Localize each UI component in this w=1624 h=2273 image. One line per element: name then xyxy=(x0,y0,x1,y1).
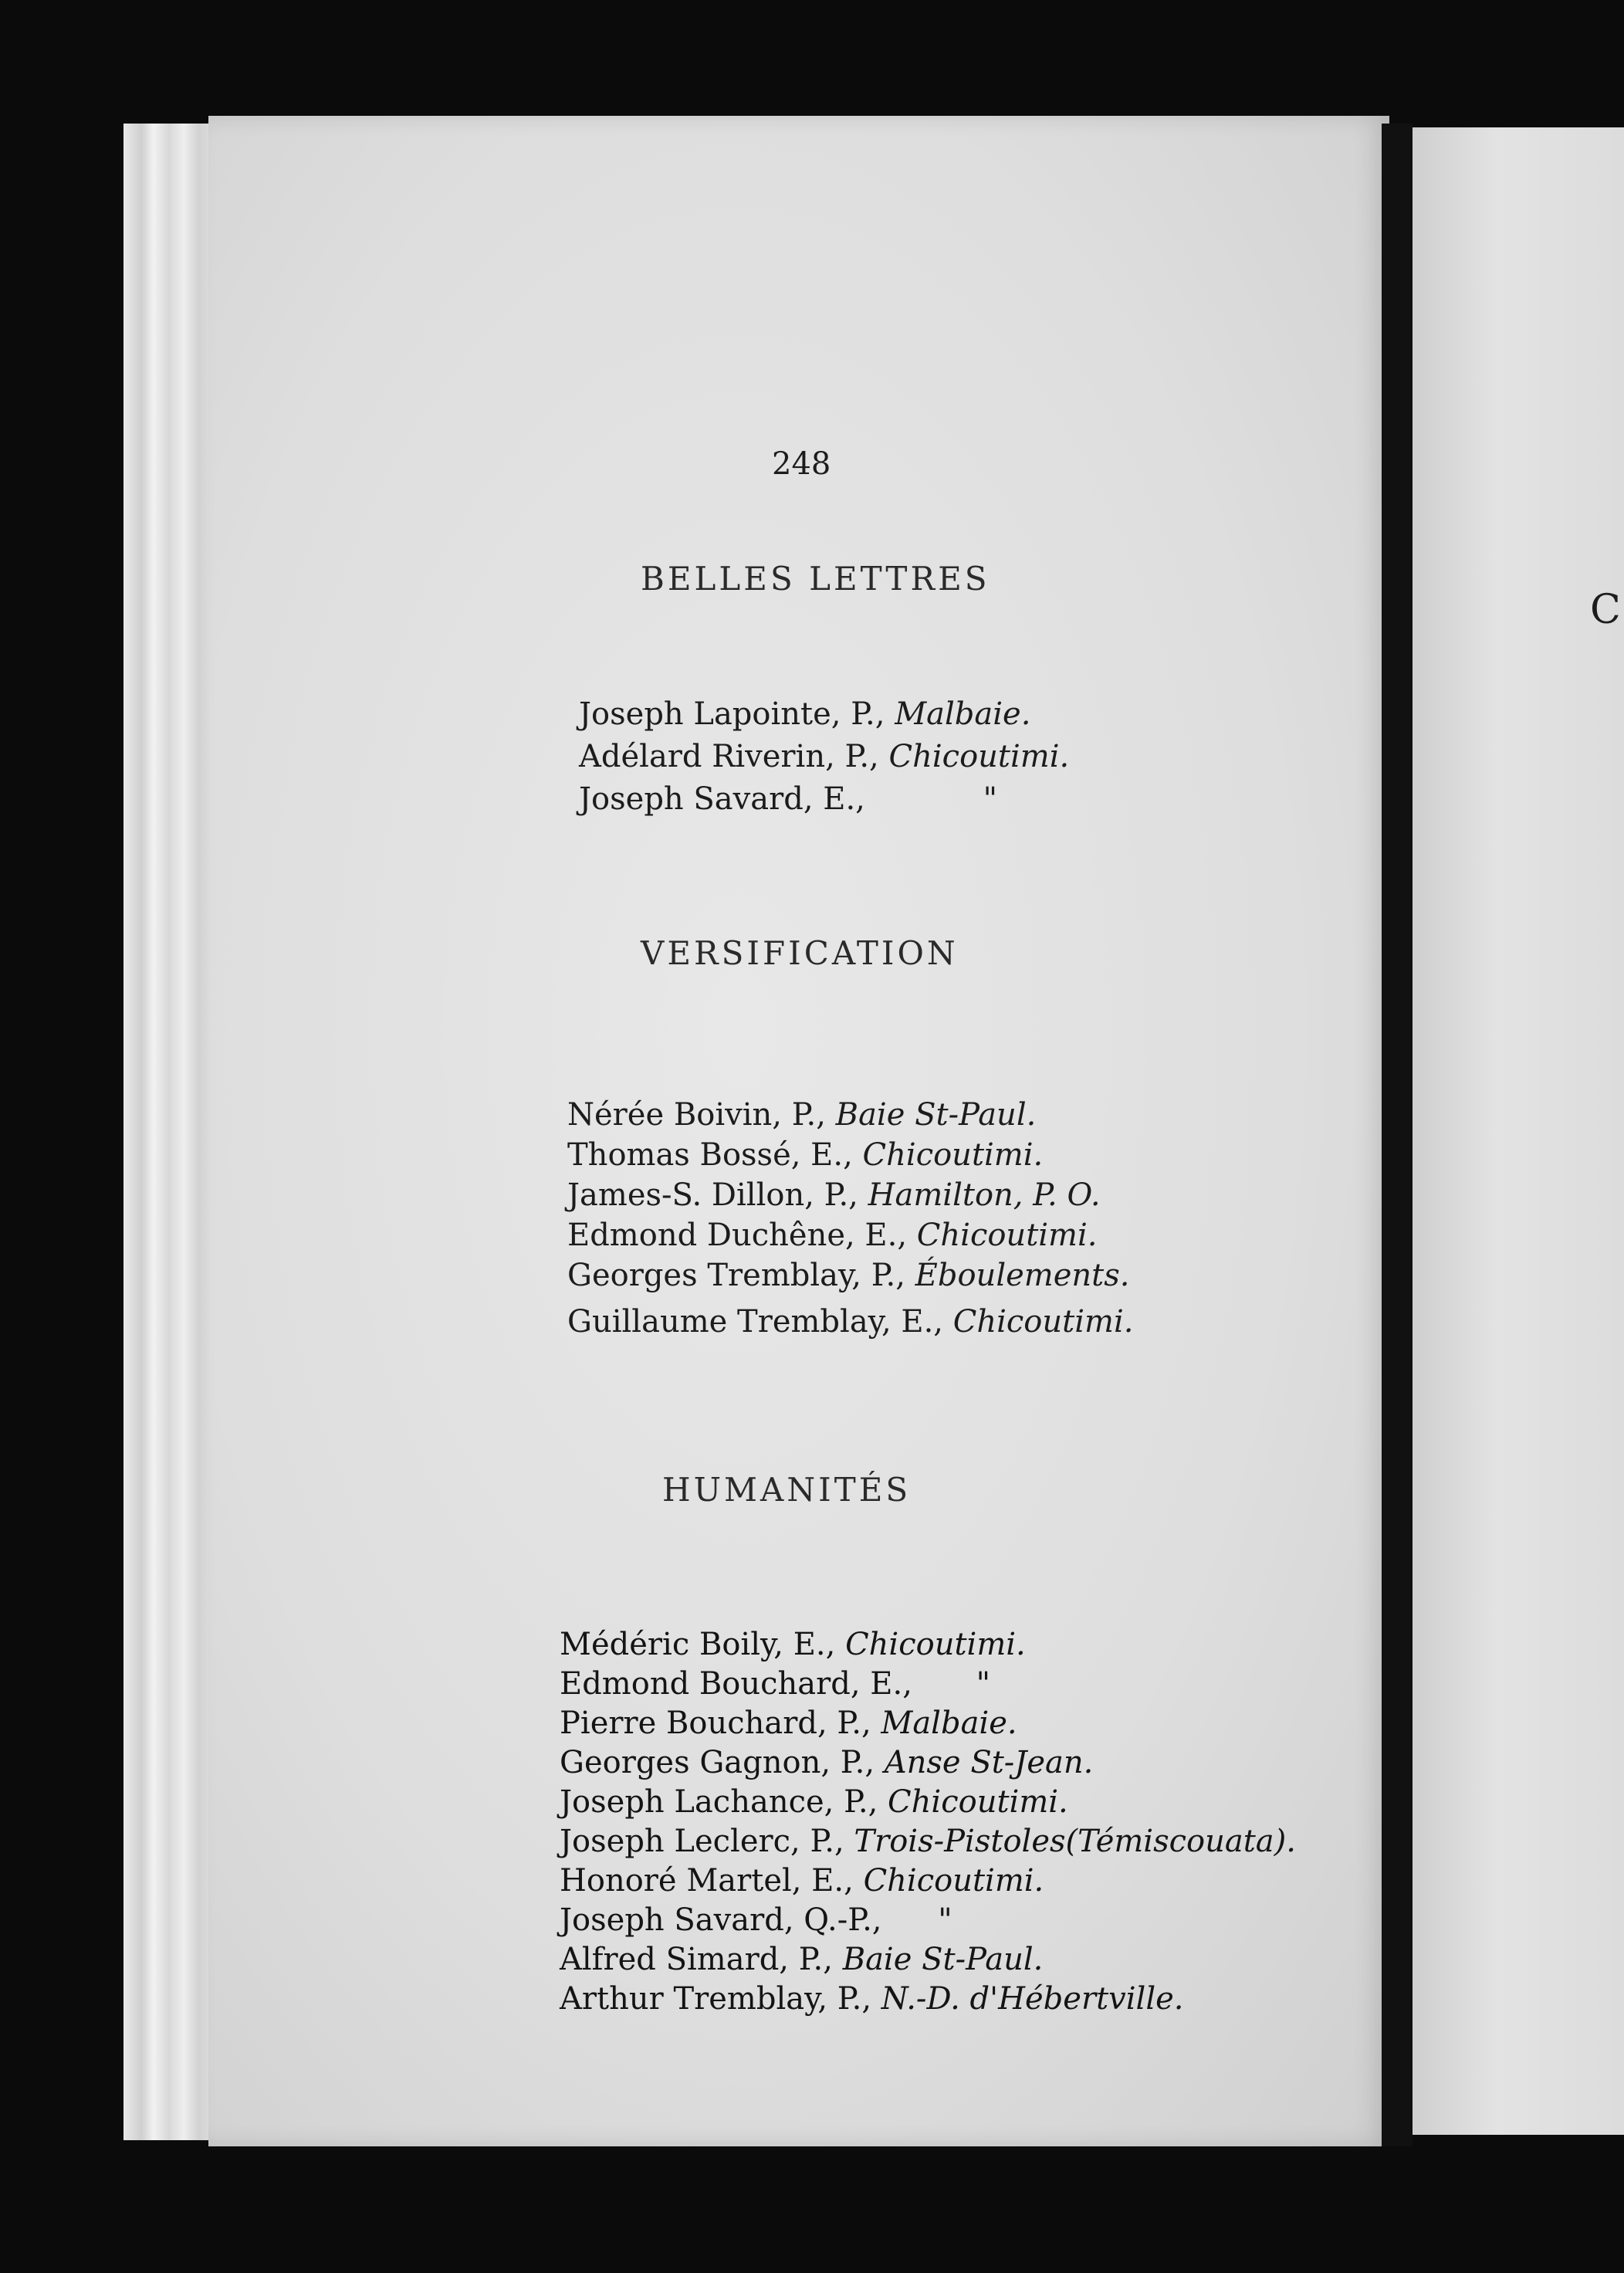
list-item xyxy=(560,1665,1296,1704)
student-place: " xyxy=(938,1902,952,1938)
student-place: " xyxy=(976,1666,991,1702)
list-item xyxy=(560,1901,1296,1940)
student-place: Chicoutimi. xyxy=(862,1137,1044,1173)
student-name: Guillaume Tremblay, E., xyxy=(567,1304,944,1340)
student-list-versification xyxy=(567,1095,1133,1342)
student-place: Chicoutimi. xyxy=(845,1627,1026,1662)
student-place: Chicoutimi. xyxy=(888,739,1070,774)
list-item xyxy=(567,1095,1133,1135)
student-name: Alfred Simard, P., xyxy=(560,1942,833,1977)
list-item xyxy=(567,1255,1133,1296)
list-item xyxy=(579,736,1069,778)
student-name: Médéric Boily, E., xyxy=(560,1627,836,1662)
student-place: Trois-Pistoles(Témiscouata). xyxy=(854,1824,1296,1859)
student-place: Hamilton, P. O. xyxy=(868,1177,1101,1213)
student-list-humanites xyxy=(560,1625,1296,2019)
student-name: Joseph Savard, Q.-P., xyxy=(560,1902,882,1938)
student-place: Chicoutimi. xyxy=(888,1784,1068,1820)
student-name: Joseph Lapointe, P., xyxy=(579,696,885,732)
right-page-edge xyxy=(1413,127,1624,2135)
student-place: Baie St-Paul. xyxy=(842,1942,1044,1977)
student-name: Joseph Lachance, P., xyxy=(560,1784,878,1820)
book-gutter xyxy=(1382,124,1413,2146)
section-heading-humanites: HUMANITÉS xyxy=(662,1471,912,1509)
student-name: Adélard Riverin, P., xyxy=(579,739,879,774)
list-item xyxy=(560,1625,1296,1665)
student-list-belles-lettres xyxy=(579,693,1069,821)
list-item xyxy=(560,1743,1296,1783)
list-item xyxy=(560,1822,1296,1861)
student-place: Malbaie. xyxy=(881,1706,1017,1741)
section-heading-belles-lettres: BELLES LETTRES xyxy=(641,560,990,598)
right-page-fragment: C xyxy=(1590,587,1621,633)
student-name: Joseph Leclerc, P., xyxy=(560,1824,844,1859)
section-heading-versification: VERSIFICATION xyxy=(641,934,959,972)
list-item xyxy=(567,1175,1133,1215)
list-item xyxy=(560,1783,1296,1822)
list-item xyxy=(579,693,1069,736)
student-place: Chicoutimi. xyxy=(916,1218,1098,1253)
student-name: Pierre Bouchard, P., xyxy=(560,1706,871,1741)
page-number: 248 xyxy=(772,446,831,482)
student-place: N.-D. d'Hébertville. xyxy=(881,1981,1184,2017)
student-name: Edmond Bouchard, E., xyxy=(560,1666,912,1702)
list-item xyxy=(567,1135,1133,1175)
student-place: Anse St-Jean. xyxy=(884,1745,1094,1780)
student-place: " xyxy=(983,781,998,817)
list-item xyxy=(560,1861,1296,1901)
student-place: Chicoutimi. xyxy=(952,1304,1134,1340)
student-name: Nérée Boivin, P., xyxy=(567,1097,826,1133)
list-item xyxy=(579,778,1069,821)
student-name: Arthur Tremblay, P., xyxy=(560,1981,872,2017)
list-item xyxy=(560,1980,1296,2019)
student-place: Chicoutimi. xyxy=(863,1863,1044,1899)
list-item xyxy=(560,1704,1296,1743)
student-name: Thomas Bossé, E., xyxy=(567,1137,853,1173)
student-name: James-S. Dillon, P., xyxy=(567,1177,858,1213)
student-place: Éboulements. xyxy=(915,1258,1130,1293)
student-name: Joseph Savard, E., xyxy=(579,781,865,817)
student-place: Baie St-Paul. xyxy=(835,1097,1037,1133)
list-item xyxy=(567,1215,1133,1255)
student-name: Edmond Duchêne, E., xyxy=(567,1218,908,1253)
student-place: Malbaie. xyxy=(895,696,1031,732)
list-item xyxy=(567,1302,1133,1342)
student-name: Georges Tremblay, P., xyxy=(567,1258,905,1293)
student-name: Georges Gagnon, P., xyxy=(560,1745,875,1780)
student-name: Honoré Martel, E., xyxy=(560,1863,854,1899)
list-item xyxy=(560,1940,1296,1980)
